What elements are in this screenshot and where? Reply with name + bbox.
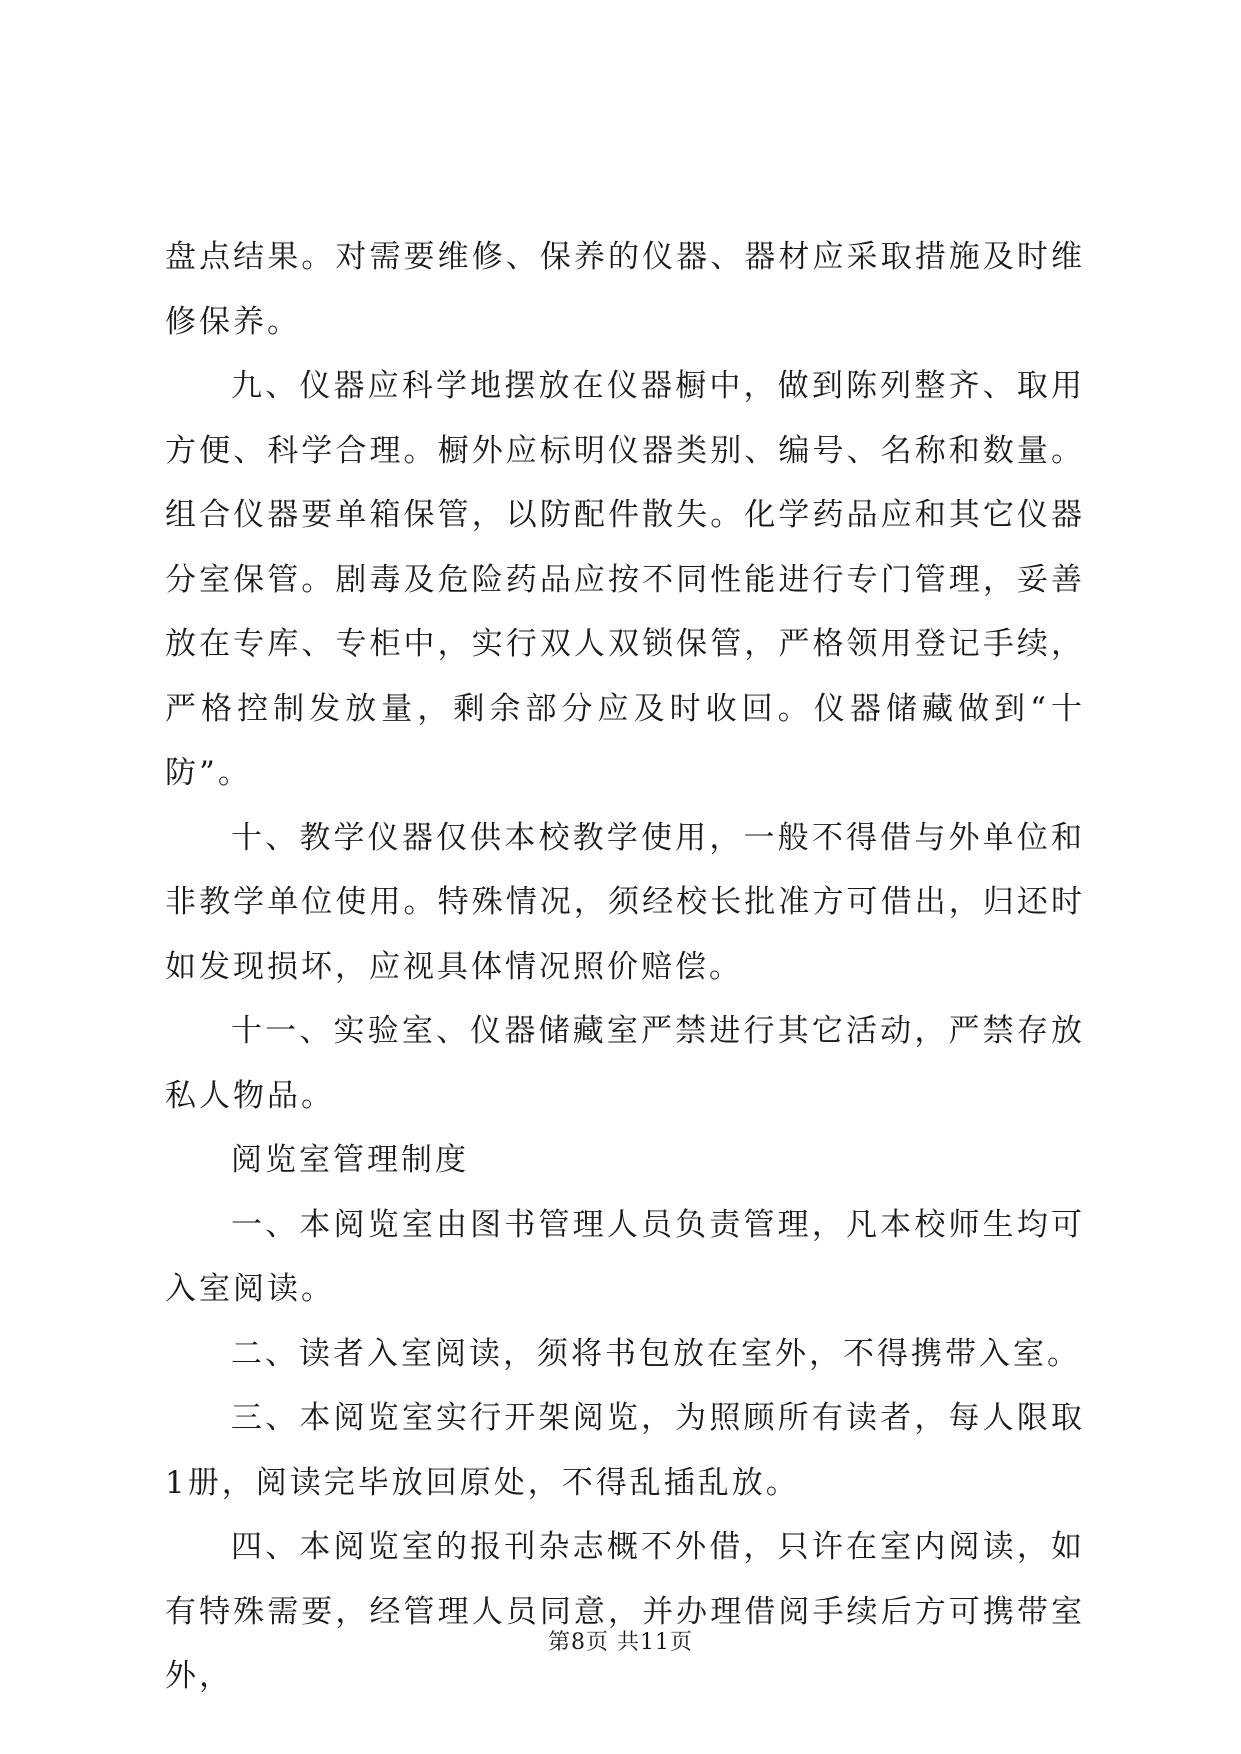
paragraph: 九、仪器应科学地摆放在仪器橱中，做到陈列整齐、取用方便、科学合理。橱外应标明仪器类别、编号、名称和数量。组合仪器要单箱保管，以防配件散失。化学药品应和其它仪器分室保管。剧毒及危险药品应按不同性能进行专门管理，妥善放在专库、专柜中，实行双人双锁保管，严格领用登记手续，严格控制发放量，剩余部分应及时收回。仪器储藏做到“十防”。 (165, 368, 1085, 791)
paragraph: 四、本阅览室的报刊杂志概不外借，只许在室内阅读，如有特殊需要，经管理人员同意，并办理借阅手续后方可携带室外， (165, 1529, 1085, 1694)
document-body (165, 225, 1085, 1709)
paragraph: 三、本阅览室实行开架阅览，为照顾所有读者，每人限取1册，阅读完毕放回原处，不得乱插乱放。 (165, 1400, 1085, 1501)
paragraph: 一、本阅览室由图书管理人员负责管理，凡本校师生均可入室阅读。 (165, 1206, 1085, 1307)
paragraph: 盘点结果。对需要维修、保养的仪器、器材应采取措施及时维修保养。 (165, 239, 1085, 340)
page-footer (0, 1625, 1241, 1656)
section-heading: 阅览室管理制度 (231, 1142, 469, 1178)
paragraph: 十一、实验室、仪器储藏室严禁进行其它活动，严禁存放私人物品。 (165, 1013, 1085, 1114)
paragraph: 十、教学仪器仅供本校教学使用，一般不得借与外单位和非教学单位使用。特殊情况，须经校长批准方可借出，归还时如发现损坏，应视具体情况照价赔偿。 (165, 819, 1085, 985)
page-number-label: 第8页 共11页 (548, 1630, 693, 1655)
paragraph: 二、读者入室阅读，须将书包放在室外，不得携带入室。 (231, 1335, 1081, 1372)
